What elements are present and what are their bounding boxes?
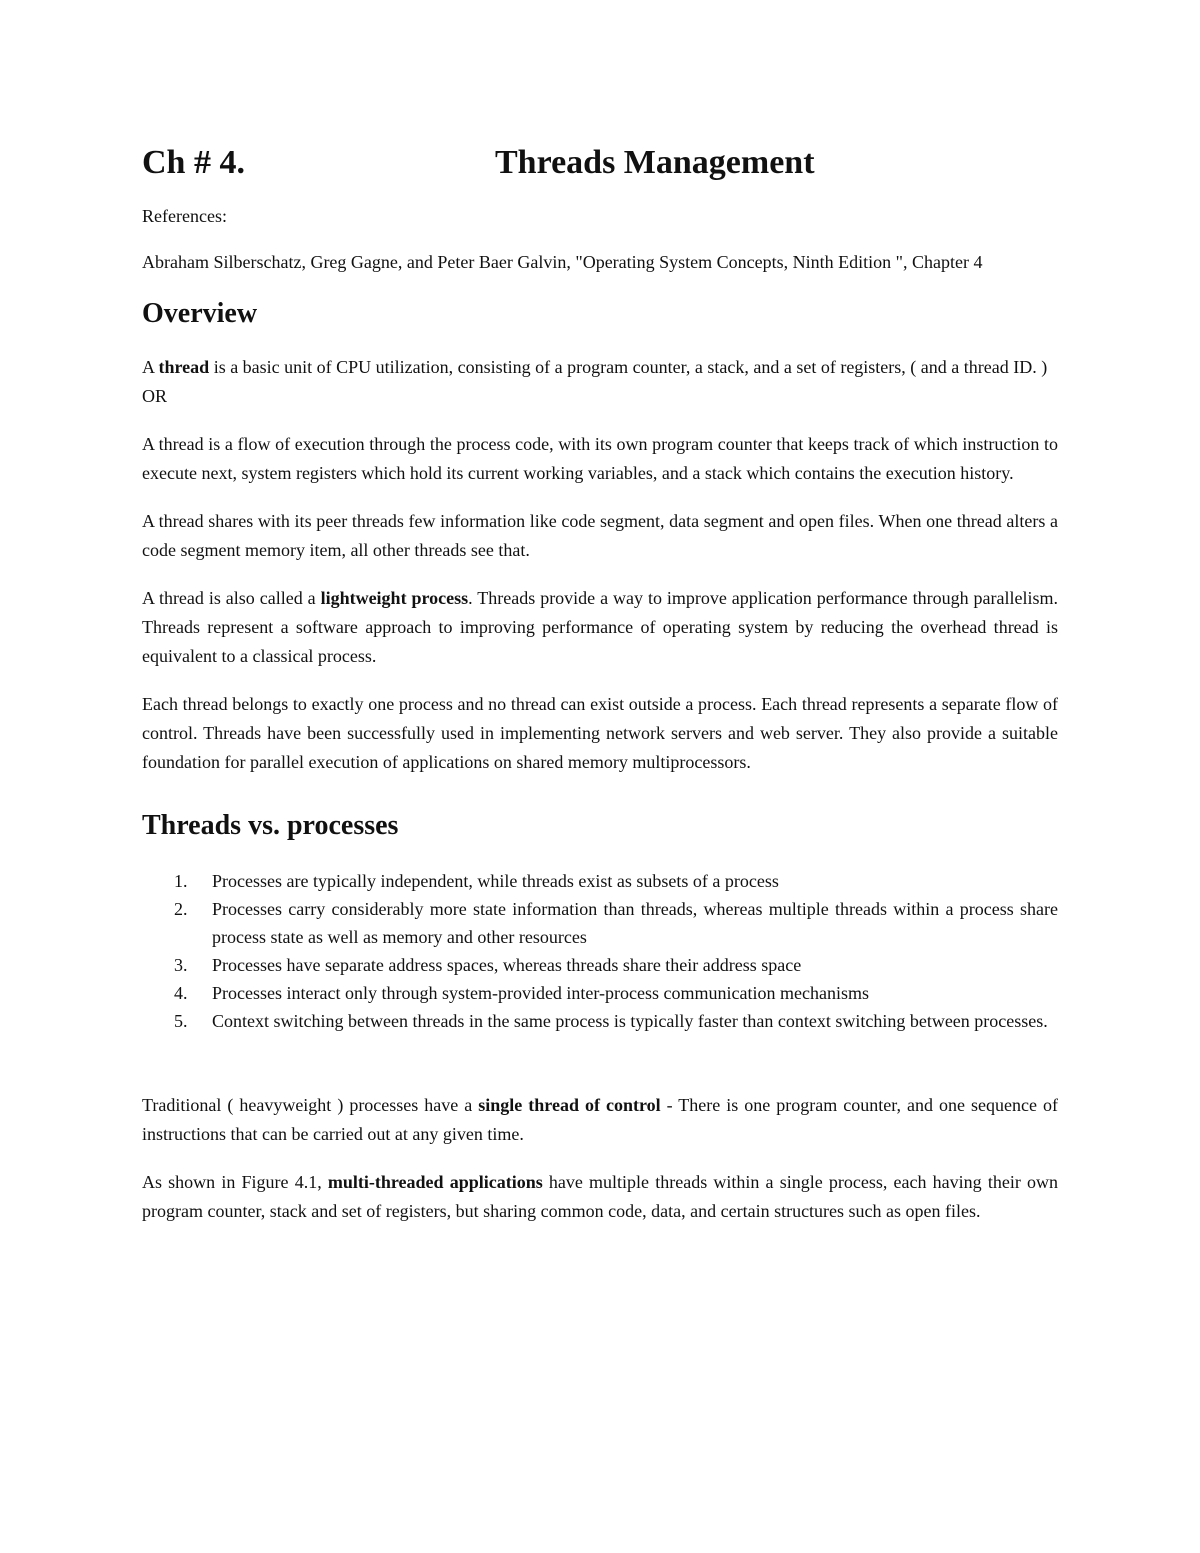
text-run: A thread is also called a: [142, 588, 321, 608]
chapter-title: Threads Management: [495, 144, 815, 181]
text-run: As shown in Figure 4.1,: [142, 1172, 328, 1192]
bold-term-single-thread: single thread of control: [478, 1095, 661, 1115]
list-item-number: 3.: [174, 955, 188, 975]
list-item: [142, 1007, 1058, 1035]
text-run: A: [142, 357, 159, 377]
list-item-text: Processes carry considerably more state information than threads, whereas multiple threads within a process share process state as well as memory and other resources: [212, 899, 1058, 947]
chapter-title-row: [142, 140, 1058, 186]
text-run: Traditional ( heavyweight ) processes have a: [142, 1095, 479, 1115]
list-item: [142, 951, 1058, 979]
list-item: [142, 867, 1058, 895]
text-run: - There is one program counter, and one sequence of instructions that can be carried out at any given time.: [142, 1095, 1058, 1144]
references-label: References:: [142, 206, 227, 226]
chapter-number: Ch # 4.: [142, 144, 245, 181]
list-item-number: 1.: [174, 871, 188, 891]
bold-term-thread: thread: [158, 357, 210, 377]
overview-paragraph-2: A thread is a flow of execution through the process code, with its own program counter that keeps track of which instruction to execute next, system registers which hold its current working variables, and a stack which contains the execution history.: [142, 434, 1058, 483]
text-run: have multiple threads within a single process, each having their own program counter, stack and set of registers, but sharing common code, data, and certain structures such as open files.: [142, 1172, 1058, 1221]
comparison-list: [142, 867, 1058, 1035]
overview-paragraph-3: A thread shares with its peer threads few information like code segment, data segment and open files. When one thread alters a code segment memory item, all other threads see that.: [142, 511, 1058, 560]
list-item-text: Processes have separate address spaces, whereas threads share their address space: [212, 955, 802, 975]
list-item-text: Context switching between threads in the same process is typically faster than context switching between processes.: [212, 1011, 1048, 1031]
list-item: [142, 979, 1058, 1007]
overview-paragraph-5: Each thread belongs to exactly one process and no thread can exist outside a process. Each thread represents a separate flow of control. Threads have been successfully used in implementing network servers and web server. They also provide a suitable foundation for parallel execution of applications on shared memory multiprocessors.: [142, 694, 1058, 772]
list-item-number: 5.: [174, 1011, 188, 1031]
overview-heading: Overview: [142, 298, 258, 329]
bold-term-lightweight-process: lightweight process: [320, 588, 469, 608]
list-item-text: Processes interact only through system-provided inter-process communication mechanisms: [212, 983, 869, 1003]
list-item-number: 2.: [174, 899, 188, 919]
bold-term-multithreaded: multi-threaded applications: [327, 1172, 543, 1192]
traditional-paragraph: [142, 1091, 1058, 1149]
threads-vs-processes-heading: Threads vs. processes: [142, 810, 399, 841]
references-text: Abraham Silberschatz, Greg Gagne, and Peter Baer Galvin, "Operating System Concepts, Ninth Edition ", Chapter 4: [142, 252, 983, 272]
spacer: [142, 1035, 1058, 1091]
document-page: [142, 140, 1058, 1226]
multithreaded-paragraph: [142, 1168, 1058, 1226]
overview-paragraph-1: [142, 353, 1058, 411]
text-run: is a basic unit of CPU utilization, consisting of a program counter, a stack, and a set of registers, ( and a thread ID. ) OR: [142, 357, 1048, 406]
list-item: [142, 895, 1058, 951]
text-run: . Threads provide a way to improve application performance through parallelism. Threads represent a software approach to improving performance of operating system by reducing the overhead thread is equivalent to a classical process.: [142, 588, 1058, 666]
list-item-number: 4.: [174, 983, 188, 1003]
overview-paragraph-4: [142, 584, 1058, 671]
list-item-text: Processes are typically independent, while threads exist as subsets of a process: [212, 871, 779, 891]
